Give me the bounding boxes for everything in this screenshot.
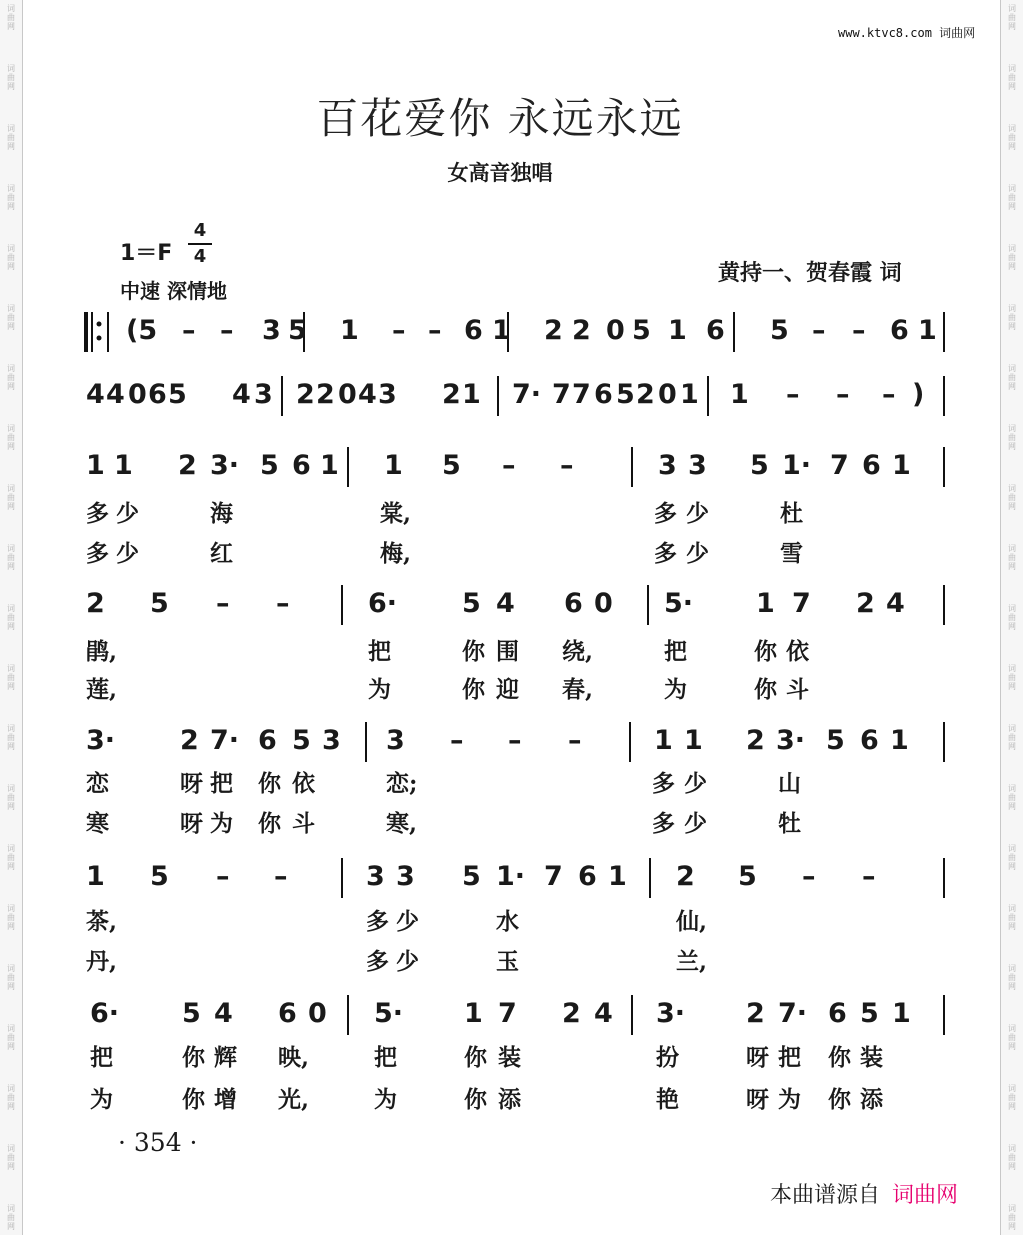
sustain-dash: –	[216, 861, 230, 892]
site-url: www.ktvc8.com 词曲网	[838, 26, 976, 40]
lyricist-credit: 黄持一、贺春霞 词	[718, 261, 902, 286]
sustain-dash: –	[568, 725, 582, 756]
note: 6	[464, 315, 483, 346]
lyric-char: 玉	[496, 948, 519, 975]
lyric-char: 扮	[656, 1044, 679, 1071]
note: 2	[316, 379, 335, 410]
sustain-dash: –	[216, 588, 230, 619]
notation-row	[86, 376, 948, 418]
source-brand: 词曲网	[892, 1183, 959, 1208]
note: 7	[830, 450, 849, 481]
time-signature-bottom: 4	[193, 246, 207, 267]
lyric-char: 依	[292, 770, 315, 797]
lyric-char: 牡	[778, 810, 801, 837]
note: 0	[338, 379, 357, 410]
note: 5	[260, 450, 279, 481]
note: 7	[544, 861, 563, 892]
lyric-char: 你	[182, 1044, 205, 1071]
watermark-text: 词曲网	[1008, 904, 1016, 931]
lyric-char: 辉	[214, 1044, 237, 1071]
lyric-char: 你	[258, 810, 281, 837]
lyric-char: 为	[778, 1086, 801, 1113]
watermark-text: 词曲网	[7, 244, 15, 271]
note: 3	[396, 861, 415, 892]
lyric-char: 梅,	[380, 540, 412, 567]
lyric-char: 为	[664, 676, 687, 703]
note: 2	[86, 588, 105, 619]
watermark-text: 词曲网	[1008, 484, 1016, 511]
note: 4	[886, 588, 905, 619]
watermark-text: 词曲网	[7, 724, 15, 751]
lyric-char: 呀	[180, 770, 203, 797]
lyric-line	[86, 908, 948, 938]
lyric-char: 鹃,	[86, 638, 118, 665]
note: 3	[262, 315, 281, 346]
note: 6	[564, 588, 583, 619]
sustain-dash: –	[862, 861, 876, 892]
watermark-text: 词曲网	[1008, 1144, 1016, 1171]
sustain-dash: –	[450, 725, 464, 756]
lyric-char: 为	[374, 1086, 397, 1113]
note: 1	[608, 861, 627, 892]
note: 5	[442, 450, 461, 481]
note: 1	[730, 379, 749, 410]
watermark-text: 词曲网	[7, 604, 15, 631]
note: 6	[594, 379, 613, 410]
lyric-line	[86, 948, 948, 978]
note: 1	[684, 725, 703, 756]
note: 1	[756, 588, 775, 619]
note: 4	[496, 588, 515, 619]
sustain-dash: –	[882, 379, 896, 410]
lyric-char: 少	[396, 908, 419, 935]
lyric-char: 茶,	[86, 908, 118, 935]
source-credit	[770, 1178, 958, 1209]
lyric-char: 你	[462, 676, 485, 703]
note: 5	[616, 379, 635, 410]
note: 5	[738, 861, 757, 892]
lyric-char: 为	[90, 1086, 113, 1113]
note: 5	[150, 588, 169, 619]
watermark-text: 词曲网	[1008, 544, 1016, 571]
note: 7	[572, 379, 591, 410]
watermark-text: 词曲网	[7, 544, 15, 571]
lyric-line	[86, 540, 948, 570]
watermark-text: 词曲网	[1008, 424, 1016, 451]
note: 1	[668, 315, 687, 346]
watermark-text: 词曲网	[7, 1024, 15, 1051]
note: )	[912, 379, 925, 410]
notation-row	[86, 585, 948, 627]
lyric-line	[86, 500, 948, 530]
note: 2	[636, 379, 655, 410]
lyric-char: 多	[86, 540, 109, 567]
watermark-text: 词曲网	[1008, 844, 1016, 871]
note: 0	[594, 588, 613, 619]
notation-row	[86, 447, 948, 489]
lyric-char: 斗	[292, 810, 315, 837]
lyric-char: 多	[366, 948, 389, 975]
lyric-char: 水	[496, 908, 519, 935]
note: 2	[856, 588, 875, 619]
watermark-text: 词曲网	[1008, 4, 1016, 31]
note: 1·	[782, 450, 812, 481]
repeat-dot	[97, 322, 102, 327]
lyric-char: 增	[214, 1086, 237, 1113]
lyric-char: 雪	[780, 540, 803, 567]
sustain-dash: –	[508, 725, 522, 756]
sustain-dash: –	[852, 315, 866, 346]
note: 5·	[374, 998, 404, 1029]
note: 3·	[86, 725, 116, 756]
sustain-dash: –	[220, 315, 234, 346]
note: 0	[308, 998, 327, 1029]
sustain-dash: –	[560, 450, 574, 481]
lyric-char: 你	[828, 1044, 851, 1071]
lyric-char: 你	[464, 1044, 487, 1071]
watermark-text: 词曲网	[7, 64, 15, 91]
lyric-char: 为	[368, 676, 391, 703]
watermark-text: 词曲网	[7, 4, 15, 31]
note: 3·	[656, 998, 686, 1029]
lyric-char: 少	[684, 770, 707, 797]
watermark-text: 词曲网	[1008, 1024, 1016, 1051]
watermark-text: 词曲网	[7, 844, 15, 871]
lyric-char: 多	[366, 908, 389, 935]
note: 1	[680, 379, 699, 410]
watermark-text: 词曲网	[1008, 784, 1016, 811]
note: (5	[126, 315, 158, 346]
watermark-text: 词曲网	[1008, 184, 1016, 211]
watermark-text: 词曲网	[1008, 124, 1016, 151]
note: 7	[792, 588, 811, 619]
lyric-char: 你	[754, 638, 777, 665]
page-number: · 354 ·	[118, 1128, 198, 1157]
watermark-text: 词曲网	[7, 304, 15, 331]
note: 2	[180, 725, 199, 756]
note: 3	[366, 861, 385, 892]
lyric-char: 你	[182, 1086, 205, 1113]
source-prefix: 本曲谱源自	[770, 1183, 881, 1208]
note: 6	[278, 998, 297, 1029]
tempo-marking: 中速 深情地	[120, 279, 227, 303]
sustain-dash: –	[836, 379, 850, 410]
note: 3·	[210, 450, 240, 481]
note: 7·	[778, 998, 808, 1029]
note: 0	[658, 379, 677, 410]
sustain-dash: –	[392, 315, 406, 346]
notation-row	[86, 995, 948, 1037]
lyric-line	[86, 770, 948, 800]
lyric-char: 春,	[562, 676, 594, 703]
watermark-text: 词曲网	[7, 904, 15, 931]
note: 4	[214, 998, 233, 1029]
notation-row	[86, 722, 948, 764]
lyric-char: 依	[786, 638, 809, 665]
note: 1	[892, 450, 911, 481]
note: 2	[178, 450, 197, 481]
watermark-text: 词曲网	[7, 1204, 15, 1231]
note: 4	[594, 998, 613, 1029]
lyric-char: 多	[652, 770, 675, 797]
note: 1	[492, 315, 511, 346]
watermark-text: 词曲网	[7, 484, 15, 511]
note: 3	[378, 379, 397, 410]
note: 1·	[496, 861, 526, 892]
lyric-char: 兰,	[676, 948, 708, 975]
lyric-char: 山	[778, 770, 801, 797]
lyric-char: 莲,	[86, 676, 118, 703]
note: 6	[578, 861, 597, 892]
note: 6	[292, 450, 311, 481]
note: 6	[890, 315, 909, 346]
lyric-char: 红	[210, 540, 233, 567]
lyric-char: 把	[664, 638, 687, 665]
note: 5	[292, 725, 311, 756]
sustain-dash: –	[786, 379, 800, 410]
lyric-line	[86, 638, 948, 668]
lyric-char: 绕,	[562, 638, 594, 665]
watermark-text: 词曲网	[1008, 604, 1016, 631]
lyric-char: 棠,	[380, 500, 412, 527]
note: 4	[86, 379, 105, 410]
note: 6	[860, 725, 879, 756]
note: 1	[340, 315, 359, 346]
note: 5	[770, 315, 789, 346]
time-signature	[188, 220, 212, 268]
note: 7·	[512, 379, 542, 410]
note: 7	[498, 998, 517, 1029]
lyric-line	[86, 1044, 948, 1074]
note: 5	[462, 588, 481, 619]
lyric-char: 添	[498, 1086, 521, 1113]
note: 1	[320, 450, 339, 481]
sustain-dash: –	[502, 450, 516, 481]
sustain-dash: –	[802, 861, 816, 892]
repeat-dot	[97, 336, 102, 341]
lyric-char: 把	[778, 1044, 801, 1071]
time-signature-bar	[188, 243, 212, 245]
page-title: 百花爱你 永远永远	[316, 94, 684, 143]
watermark-text: 词曲网	[7, 1144, 15, 1171]
note: 2	[746, 725, 765, 756]
note: 7·	[210, 725, 240, 756]
note: 2	[572, 315, 591, 346]
note: 2	[562, 998, 581, 1029]
sustain-dash: –	[812, 315, 826, 346]
note: 1	[86, 450, 105, 481]
lyric-char: 恋;	[386, 770, 418, 797]
watermark-text: 词曲网	[1008, 1204, 1016, 1231]
lyric-line	[86, 676, 948, 706]
watermark-text: 词曲网	[7, 364, 15, 391]
lyric-char: 装	[498, 1044, 521, 1071]
note: 6	[148, 379, 167, 410]
note: 2	[296, 379, 315, 410]
note: 5	[860, 998, 879, 1029]
note: 4	[106, 379, 125, 410]
lyric-char: 迎	[496, 676, 519, 703]
note: 5	[462, 861, 481, 892]
note: 3	[386, 725, 405, 756]
lyric-char: 你	[258, 770, 281, 797]
lyric-line	[86, 1086, 948, 1116]
notation-row	[86, 858, 948, 900]
note: 1	[890, 725, 909, 756]
note: 0	[606, 315, 625, 346]
watermark-text: 词曲网	[7, 1084, 15, 1111]
lyric-char: 丹,	[86, 948, 118, 975]
note: 5	[182, 998, 201, 1029]
lyric-char: 你	[828, 1086, 851, 1113]
note: 1	[654, 725, 673, 756]
watermark-text: 词曲网	[1008, 724, 1016, 751]
note: 7	[552, 379, 571, 410]
lyric-char: 添	[860, 1086, 883, 1113]
lyric-char: 围	[496, 638, 519, 665]
watermark-text: 词曲网	[1008, 964, 1016, 991]
note: 6	[828, 998, 847, 1029]
lyric-char: 多	[654, 540, 677, 567]
lyric-char: 恋	[86, 770, 109, 797]
watermark-text: 词曲网	[7, 664, 15, 691]
lyric-char: 为	[210, 810, 233, 837]
watermark-text: 词曲网	[1008, 1084, 1016, 1111]
sustain-dash: –	[182, 315, 196, 346]
note: 3·	[776, 725, 806, 756]
note: 1	[462, 379, 481, 410]
note: 6	[706, 315, 725, 346]
lyric-char: 艳	[656, 1086, 679, 1113]
note: 2	[676, 861, 695, 892]
watermark-text: 词曲网	[1008, 304, 1016, 331]
note: 5	[150, 861, 169, 892]
note: 2	[442, 379, 461, 410]
lyric-line	[86, 810, 948, 840]
sustain-dash: –	[274, 861, 288, 892]
watermark-text: 词曲网	[1008, 64, 1016, 91]
watermark-text: 词曲网	[7, 784, 15, 811]
lyric-char: 把	[90, 1044, 113, 1071]
note: 5	[288, 315, 307, 346]
lyric-char: 寒,	[386, 810, 418, 837]
key-signature: 1＝F	[120, 241, 173, 266]
lyric-char: 呀	[746, 1044, 769, 1071]
lyric-char: 多	[654, 500, 677, 527]
lyric-char: 你	[754, 676, 777, 703]
lyric-char: 杜	[780, 500, 803, 527]
note: 2	[544, 315, 563, 346]
watermark-text: 词曲网	[1008, 664, 1016, 691]
watermark-text: 词曲网	[1008, 364, 1016, 391]
note: 0	[128, 379, 147, 410]
lyric-char: 呀	[180, 810, 203, 837]
note: 4	[232, 379, 251, 410]
lyric-char: 装	[860, 1044, 883, 1071]
note: 1	[384, 450, 403, 481]
lyric-char: 寒	[86, 810, 109, 837]
watermark-text: 词曲网	[1008, 244, 1016, 271]
note: 3	[688, 450, 707, 481]
note: 1	[464, 998, 483, 1029]
lyric-char: 仙,	[676, 908, 708, 935]
lyric-char: 把	[368, 638, 391, 665]
subtitle: 女高音独唱	[447, 161, 553, 185]
note: 6·	[90, 998, 120, 1029]
note: 3	[254, 379, 273, 410]
note: 1	[114, 450, 133, 481]
lyric-char: 把	[210, 770, 233, 797]
note: 1	[918, 315, 937, 346]
lyric-char: 少	[686, 540, 709, 567]
note: 3	[322, 725, 341, 756]
lyric-char: 少	[116, 540, 139, 567]
note: 5	[168, 379, 187, 410]
lyric-char: 多	[86, 500, 109, 527]
lyric-char: 少	[684, 810, 707, 837]
note: 6·	[368, 588, 398, 619]
note: 2	[746, 998, 765, 1029]
lyric-char: 呀	[746, 1086, 769, 1113]
sustain-dash: –	[276, 588, 290, 619]
note: 5	[750, 450, 769, 481]
lyric-char: 映,	[278, 1044, 310, 1071]
note: 5	[826, 725, 845, 756]
lyric-char: 光,	[278, 1086, 310, 1113]
note: 3	[658, 450, 677, 481]
sustain-dash: –	[428, 315, 442, 346]
lyric-char: 多	[652, 810, 675, 837]
watermark-text: 词曲网	[7, 184, 15, 211]
note: 1	[892, 998, 911, 1029]
lyric-char: 少	[396, 948, 419, 975]
note: 1	[86, 861, 105, 892]
lyric-char: 少	[116, 500, 139, 527]
note: 4	[358, 379, 377, 410]
lyric-char: 少	[686, 500, 709, 527]
lyric-char: 斗	[786, 676, 809, 703]
watermark-text: 词曲网	[7, 424, 15, 451]
watermark-text: 词曲网	[7, 124, 15, 151]
watermark-text: 词曲网	[7, 964, 15, 991]
lyric-char: 海	[210, 500, 233, 527]
lyric-char: 你	[464, 1086, 487, 1113]
note: 5·	[664, 588, 694, 619]
lyric-char: 你	[462, 638, 485, 665]
time-signature-top: 4	[193, 220, 207, 241]
note: 5	[632, 315, 651, 346]
note: 6	[862, 450, 881, 481]
notation-row	[86, 312, 948, 354]
lyric-char: 把	[374, 1044, 397, 1071]
right-watermark-strip	[1000, 0, 1023, 1235]
note: 6	[258, 725, 277, 756]
